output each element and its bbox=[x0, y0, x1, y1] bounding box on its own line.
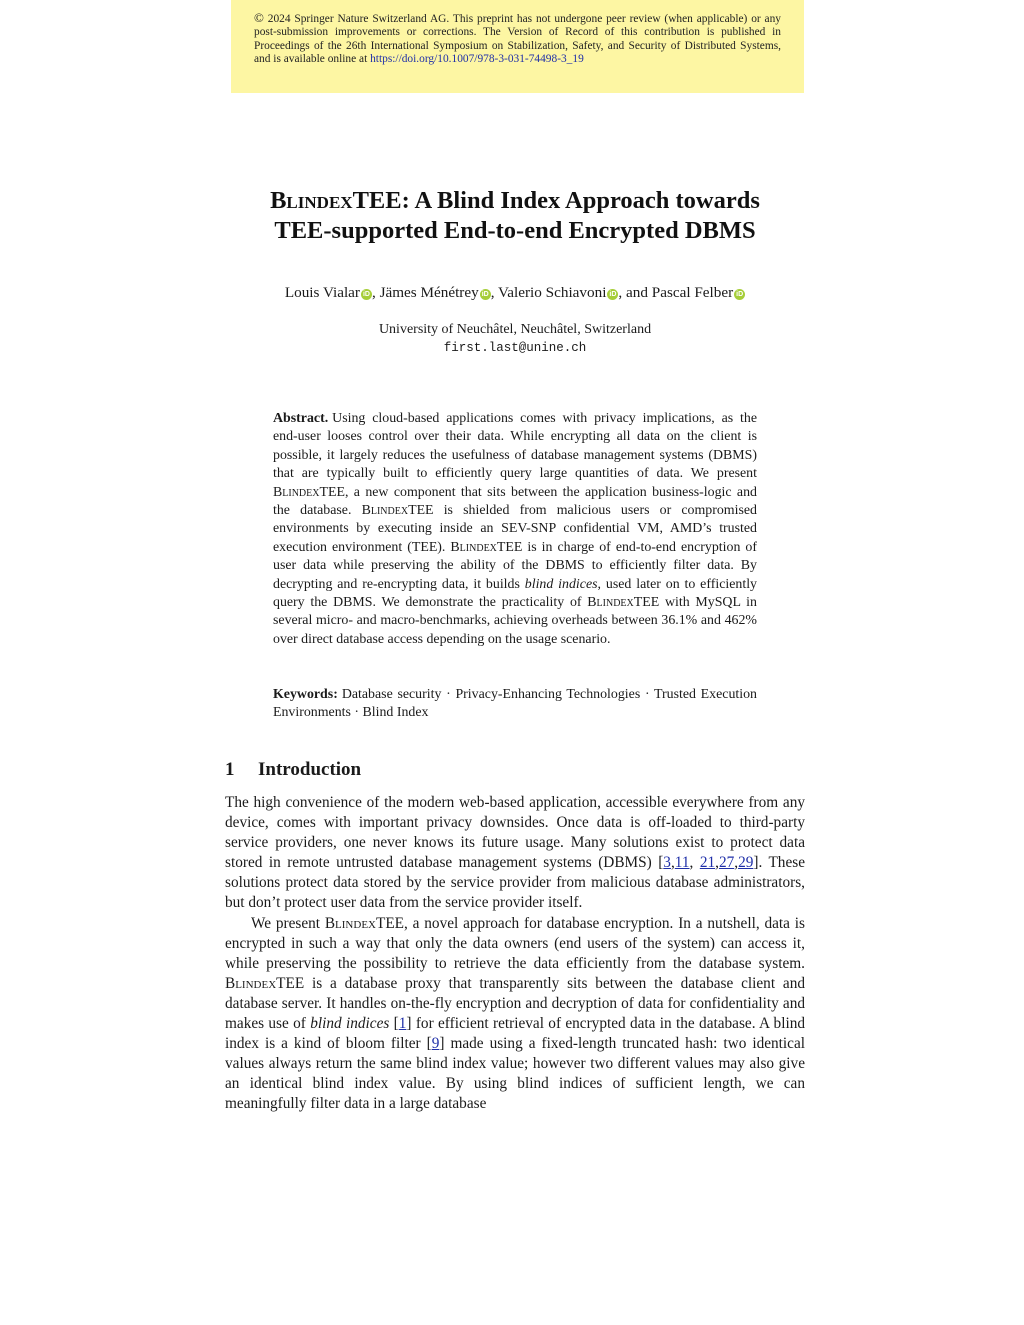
abstract-text: TEE with MySQL in several micro- and macro-benchmarks, achieving overheads between 36.1% and 462% over direct database access depending on the usage scenario. bbox=[273, 595, 757, 647]
system-name-sc: Blindex bbox=[324, 914, 376, 932]
title-line-2: TEE-supported End-to-end Encrypted DBMS bbox=[274, 217, 756, 244]
copyright-icon: © bbox=[254, 10, 264, 25]
author-separator: , bbox=[371, 284, 380, 301]
system-name-sc: Blindex bbox=[273, 484, 320, 500]
system-name-sc: Blindex bbox=[361, 503, 409, 519]
paragraph-text: The high convenience of the modern web-based application, accessible everywhere from any device, comes with important privacy downsides. Once data is off-loaded to third-party service providers, one never knows its future usage. Many solutions exist to protect data stored in remote untrusted database management systems (DBMS) [ bbox=[225, 794, 805, 872]
author-separator: , bbox=[490, 284, 499, 301]
author-name: Louis Vialar bbox=[284, 284, 360, 301]
paragraph-text: TEE, a novel approach for database encryption. In a nutshell, data is encrypted in such a way that only the data owners (end users of the system) can access it, while preserving the possibility to retrieve the data efficiently from the database system. bbox=[225, 914, 805, 972]
section-heading bbox=[225, 758, 805, 782]
orcid-icon[interactable]: iD bbox=[362, 291, 370, 298]
copyright-notice bbox=[231, 0, 804, 93]
citation-separator: , bbox=[734, 854, 739, 872]
paragraph-text: TEE is a database proxy that transparently sits between the database client and database server. It handles on-the-fly encryption and decryption of data for confidentiality and makes use of bbox=[225, 974, 805, 1033]
abstract-text: TEE, a new component that sits between the application business-logic and the database. bbox=[273, 484, 757, 519]
paragraph-text: ] made using a fixed-length truncated hash: two identical values always return the same blind index value; however two different values may also give an identical blind index value. By using blind indices of sufficient length, we can meaningfully filter data in a large database bbox=[225, 1035, 805, 1113]
orcid-icon[interactable]: iD bbox=[736, 291, 744, 298]
paragraph bbox=[225, 793, 805, 914]
paragraph-text: We present bbox=[251, 914, 325, 932]
paragraph-text: ]. These solutions protect data stored by the service provider from malicious database administrators, but don’t protect user data from the service provider itself. bbox=[225, 854, 805, 912]
orcid-icon[interactable]: iD bbox=[609, 291, 617, 298]
system-name-sc: Blindex bbox=[587, 595, 634, 611]
author-name: Valerio Schiavoni bbox=[498, 284, 607, 301]
citation-link[interactable]: 27 bbox=[718, 854, 735, 872]
citation-separator: , bbox=[715, 854, 719, 872]
citation-link[interactable]: 29 bbox=[738, 854, 754, 872]
citation-link[interactable]: 9 bbox=[431, 1035, 440, 1053]
system-name-sc: Blindex bbox=[450, 539, 497, 555]
keywords-text: Database security · Privacy-Enhancing Technologies · Trusted Execution Environments · Blind Index bbox=[273, 687, 757, 721]
abstract-text: TEE is in charge of end-to-end encryption of user data while preserving the ability of the DBMS to efficiently filter data. By decrypting and re-encrypting data, it builds bbox=[273, 539, 757, 592]
affiliation: University of Neuchâtel, Neuchâtel, Switzerland bbox=[378, 322, 652, 337]
author-name: Jämes Ménétrey bbox=[379, 284, 479, 301]
abstract-text: , used later on to efficiently query the DBMS. We demonstrate the practicality of bbox=[273, 576, 758, 611]
abstract-emphasis: blind indices bbox=[524, 576, 598, 592]
system-name-sc: Blindex bbox=[225, 974, 277, 992]
paragraph-text: ] for efficient retrieval of encrypted data in the database. A blind index is a kind of bloom filter [ bbox=[225, 1015, 805, 1053]
author-separator: , and bbox=[618, 284, 652, 301]
citation-link[interactable]: 3 bbox=[663, 854, 671, 872]
title-system-name-rest: TEE bbox=[352, 187, 402, 214]
notice-text: 2024 Springer Nature Switzerland AG. This preprint has not undergone peer review (when applicable) or any post-submission improvements or corrections. The Version of Record of this contribution is published in Proceedings of the 26th International Symposium on Stabilization, Safety, and Security of Distributed Systems, and is available online at bbox=[254, 13, 781, 66]
abstract-text: TEE is shielded from malicious users or compromised environments by executing inside an SEV-SNP confidential VM, AMD’s trusted execution environment (TEE). bbox=[273, 503, 757, 555]
orcid-icon[interactable]: iD bbox=[481, 291, 489, 298]
title-line-1: : A Blind Index Approach towards bbox=[401, 187, 760, 214]
author-email: first.last@unine.ch bbox=[443, 341, 587, 355]
paper-title bbox=[180, 186, 850, 246]
section-title: Introduction bbox=[258, 759, 362, 780]
author-list bbox=[150, 284, 880, 302]
citation-link[interactable]: 21 bbox=[699, 854, 716, 872]
citation-separator: , bbox=[670, 854, 675, 872]
doi-link[interactable]: https://doi.org/10.1007/978-3-031-74498-3_19 bbox=[370, 53, 584, 66]
citation-separator: , bbox=[689, 854, 700, 872]
paragraph-text: [ bbox=[389, 1015, 399, 1033]
keywords-label: Keywords: bbox=[273, 687, 338, 702]
citation-link[interactable]: 1 bbox=[398, 1015, 407, 1033]
keywords bbox=[273, 686, 757, 723]
citation-link[interactable]: 11 bbox=[674, 854, 690, 872]
section-number: 1 bbox=[225, 759, 235, 780]
paragraph bbox=[225, 914, 805, 1115]
abstract-text: Using cloud-based applications comes with privacy implications, as the end-user looses control over their data. While encrypting all data on the client is possible, it largely reduces the usefulness of database management systems (DBMS) that are typically built to efficiently query large quantities of data. We present bbox=[273, 411, 757, 482]
paragraph-emphasis: blind indices bbox=[310, 1015, 390, 1033]
title-system-name-sc: Blindex bbox=[270, 187, 353, 214]
abstract bbox=[273, 410, 757, 649]
abstract-label: Abstract. bbox=[273, 411, 329, 426]
introduction-body bbox=[225, 793, 805, 1115]
author-name: Pascal Felber bbox=[651, 284, 734, 301]
